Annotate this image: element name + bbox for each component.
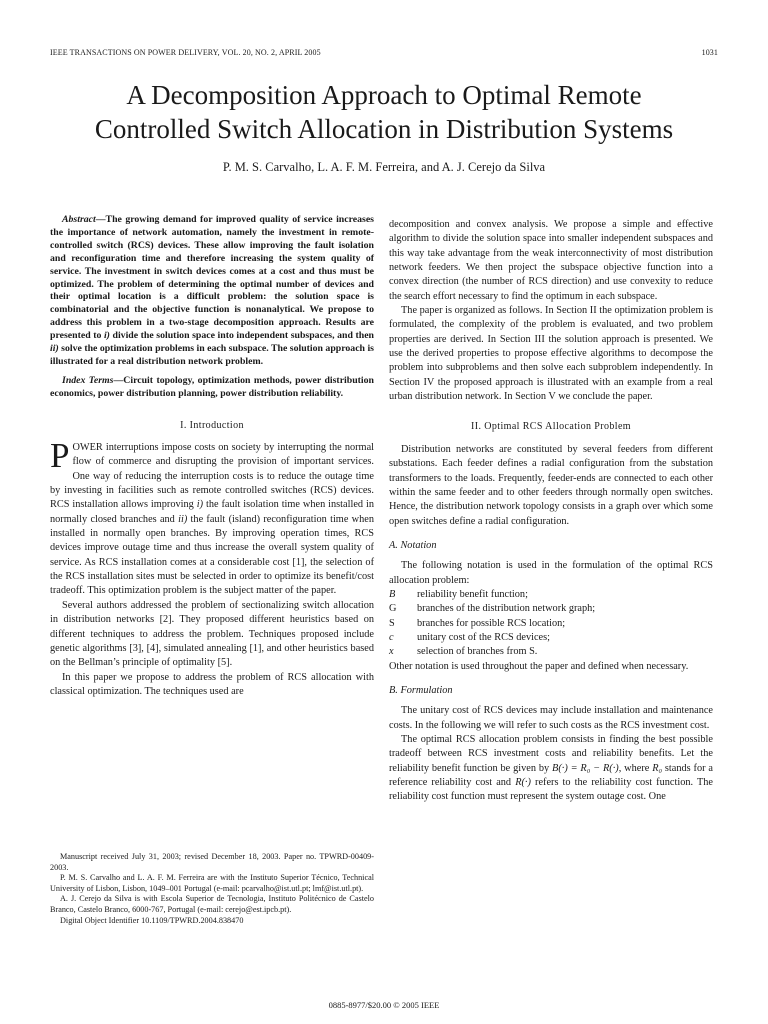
- notation-symbol: S: [389, 617, 395, 629]
- equation-benefit: B(·) = R₀ − R(·): [552, 762, 619, 774]
- notation-list: [389, 588, 713, 660]
- paper-title: [30, 78, 738, 146]
- intro-p1-i: i): [196, 499, 204, 511]
- left-column: [50, 214, 374, 699]
- notation-item: [389, 617, 713, 631]
- subsection-b-heading: B. Formulation: [389, 684, 453, 696]
- footnote-doi: Digital Object Identifier 10.1109/TPWRD.2004.838470: [60, 915, 244, 925]
- section-2-heading: II. Optimal RCS Allocation Problem: [471, 421, 631, 433]
- equation-r: R(·): [515, 777, 531, 789]
- intro-p1-a: OWER interruptions impose costs on society by interrupting the normal flow of commerce and disrupting the provision of important services. One way of reducing the interruption costs is to reduce the outage time by investing in facilities such as remote controlled switches (RCS) devices. RCS installation allows improving: [50, 442, 374, 511]
- abstract-text-a: The growing demand for improved quality of service increases the importance of network automation, namely the investment in remote-controlled switch (RCS) devices. These allow improving the fault isolation and reconfiguration time and therefore increasing the system quality of service. The investment in switch devices comes at a cost and thus must be optimized. The problem of determining the optimal number of devices and their optimal location is a difficult problem: the solution space is combinatorial and the objective function is nonanalytical. We propose to address this problem in a two-stage decomposition approach. Results are presented to: [50, 214, 374, 342]
- formulation-p2-a: The optimal RCS allocation problem consists in finding the best possible tradeoff between RCS investment costs and reliability benefits. Let the reliability benefit function be given by: [389, 734, 713, 774]
- footnote-received: Manuscript received July 31, 2003; revised December 18, 2003. Paper no. TPWRD-00409-2003.: [50, 852, 374, 872]
- intro-paragraph-2: Several authors addressed the problem of sectionalizing switch allocation in distribution networks [2]. They proposed different heuristics based on different techniques to address the problem. Techniques proposed include genetic algorithms [3], [4], simulated annealing [1], and other heuristics based on the Bellman’s principle of optimality [5].: [50, 599, 374, 669]
- index-terms-text: Circuit topology, optimization methods, power distribution economics, power distribution planning, power distribution reliability.: [50, 374, 374, 399]
- intro-p1-ii: ii): [178, 513, 188, 525]
- notation-item: [389, 588, 713, 602]
- formulation-p2-b: , where: [618, 762, 653, 774]
- notation-item: [389, 645, 713, 659]
- drop-cap: P: [50, 436, 70, 476]
- abstract-label: Abstract: [62, 214, 96, 225]
- formulation-paragraph-2: [389, 733, 713, 805]
- intro-p1-c: the fault (island) reconfiguration time when installed in normally open branches. By improving operation times, RCS devices improve outage time and thus increase the overall system quality of service. As RCS installation comes at a considerable cost [1], the selection of the RCS installation sites must be selected in order to optimize its benefit/cost tradeoff. This optimization problem is the subject matter of the paper.: [50, 513, 374, 597]
- index-terms-label: Index Terms: [62, 374, 114, 386]
- formulation-p2-c: stands for a reference reliability cost and: [389, 762, 713, 789]
- organization-paragraph: The paper is organized as follows. In Section II the optimization problem is formulated, the complexity of the problem is evaluated, and two problem properties are derived. In Section III the solution approach is presented. We use the derived properties to propose effective algorithms to decompose the problem into subproblems and then solve each subproblem independently. In Section IV the proposed approach is illustrated with an example from a real urban distribution network. In Section V we conclude the paper.: [389, 305, 713, 403]
- copyright-footer: 0885-8977/$20.00 © 2005 IEEE: [328, 1000, 440, 1010]
- footnote-authors-2: A. J. Cerejo da Silva is with Escola Superior de Tecnologia, Instituto Politécnico de Castelo Branco, Castelo Branco, 6000-767, Portugal (e-mail: cerejo@est.ipcb.pt).: [50, 894, 374, 914]
- intro-paragraph-1: [50, 436, 374, 599]
- notation-symbol: c: [389, 631, 394, 643]
- footnotes: [50, 852, 374, 926]
- notation-description: branches of the distribution network graph;: [417, 603, 596, 615]
- notation-item: [389, 602, 713, 616]
- intro-p1-b: the fault isolation time when installed in normally closed branches and: [50, 499, 374, 525]
- notation-intro: The following notation is used in the formulation of the optimal RCS allocation problem:: [389, 560, 713, 586]
- equation-r0: R₀: [652, 762, 663, 774]
- notation-symbol: G: [389, 603, 397, 615]
- notation-description: reliability benefit function;: [417, 588, 528, 600]
- formulation-p2-d: refers to the reliability cost function. The reliability cost function must represent the system outage cost. One: [389, 777, 713, 803]
- page-number: 1031: [701, 48, 718, 57]
- running-header: [50, 48, 718, 60]
- index-terms: Index Terms—Circuit topology, optimization methods, power distribution economics, power distribution planning, power distribution reliability.: [50, 374, 374, 399]
- abstract-text-c: solve the optimization problems in each subspace. The solution approach is illustrated for a real distribution network problem.: [50, 343, 374, 367]
- abstract-text-b: divide the solution space into independent subspaces, and then: [109, 330, 374, 342]
- abstract: Abstract—The growing demand for improved quality of service increases the importance of network automation, namely the investment in remote-controlled switch (RCS) devices. These allow improving the fault isolation and reconfiguration time and therefore increasing the system quality of service. The investment in switch devices comes at a cost and thus must be optimized. The problem of determining the optimal number of devices and their optimal location is a difficult problem: the solution space is combinatorial and the objective function is nonanalytical. We propose to address this problem in a two-stage decomposition approach. Results are presented to i) divide the solution space into independent subspaces, and then ii) solve the optimization problems in each subspace. The solution approach is illustrated for a real distribution network problem.: [50, 214, 374, 367]
- author-list: P. M. S. Carvalho, L. A. F. M. Ferreira, and A. J. Cerejo da Silva: [222, 160, 546, 174]
- notation-symbol: x: [389, 646, 394, 658]
- intro-paragraph-3: In this paper we propose to address the problem of RCS allocation with classical optimization. The techniques used are: [50, 671, 374, 697]
- notation-symbol: B: [389, 588, 396, 600]
- notation-outro: Other notation is used throughout the paper and defined when necessary.: [389, 660, 689, 672]
- title-line-2: Controlled Switch Allocation in Distribution Systems: [94, 114, 674, 144]
- notation-description: unitary cost of the RCS devices;: [417, 631, 550, 643]
- abstract-item-ii: ii): [50, 343, 59, 355]
- section-1-heading: I. Introduction: [180, 419, 244, 431]
- notation-description: branches for possible RCS location;: [417, 617, 566, 629]
- formulation-paragraph-1: The unitary cost of RCS devices may include installation and maintenance costs. In the following we will refer to such costs as the RCS investment cost.: [389, 705, 713, 731]
- section-2-paragraph-1: Distribution networks are constituted by several feeders from different substations. Each feeder defines a radial configuration from the substation transformers to the loads. Frequently, feeder-ends are connected to each other within the same feeder and to other feeders through normally open switches. Hence, the distribution network topology consists in a graph over which some open switches define a radial configuration.: [389, 443, 713, 527]
- subsection-a-heading: A. Notation: [389, 539, 437, 551]
- notation-description: selection of branches from S.: [417, 646, 538, 658]
- notation-item: [389, 631, 713, 645]
- title-line-1: A Decomposition Approach to Optimal Remote: [126, 80, 642, 110]
- abstract-item-i: i): [103, 330, 110, 342]
- right-continued-paragraph: decomposition and convex analysis. We propose a simple and effective algorithm to divide the solution space into smaller independent subspaces and this way take advantage from the weak interconnectivity of most distribution network feeders. We then project the subspace objective function into a convex direction (the number of RCS direction) and use convexity to reduce the search effort necessary to find the optimum in each subspace.: [389, 219, 713, 302]
- footnote-authors-1: P. M. S. Carvalho and L. A. F. M. Ferreira are with the Instituto Superior Técnico, Technical University of Lisbon, Lisbon, 1049–001 Portugal (e-mail: pcarvalho@ist.utl.pt; lmf@ist.utl.pt).: [50, 873, 374, 893]
- journal-name: IEEE TRANSACTIONS ON POWER DELIVERY, VOL. 20, NO. 2, APRIL 2005: [50, 48, 321, 57]
- right-column: [389, 218, 713, 805]
